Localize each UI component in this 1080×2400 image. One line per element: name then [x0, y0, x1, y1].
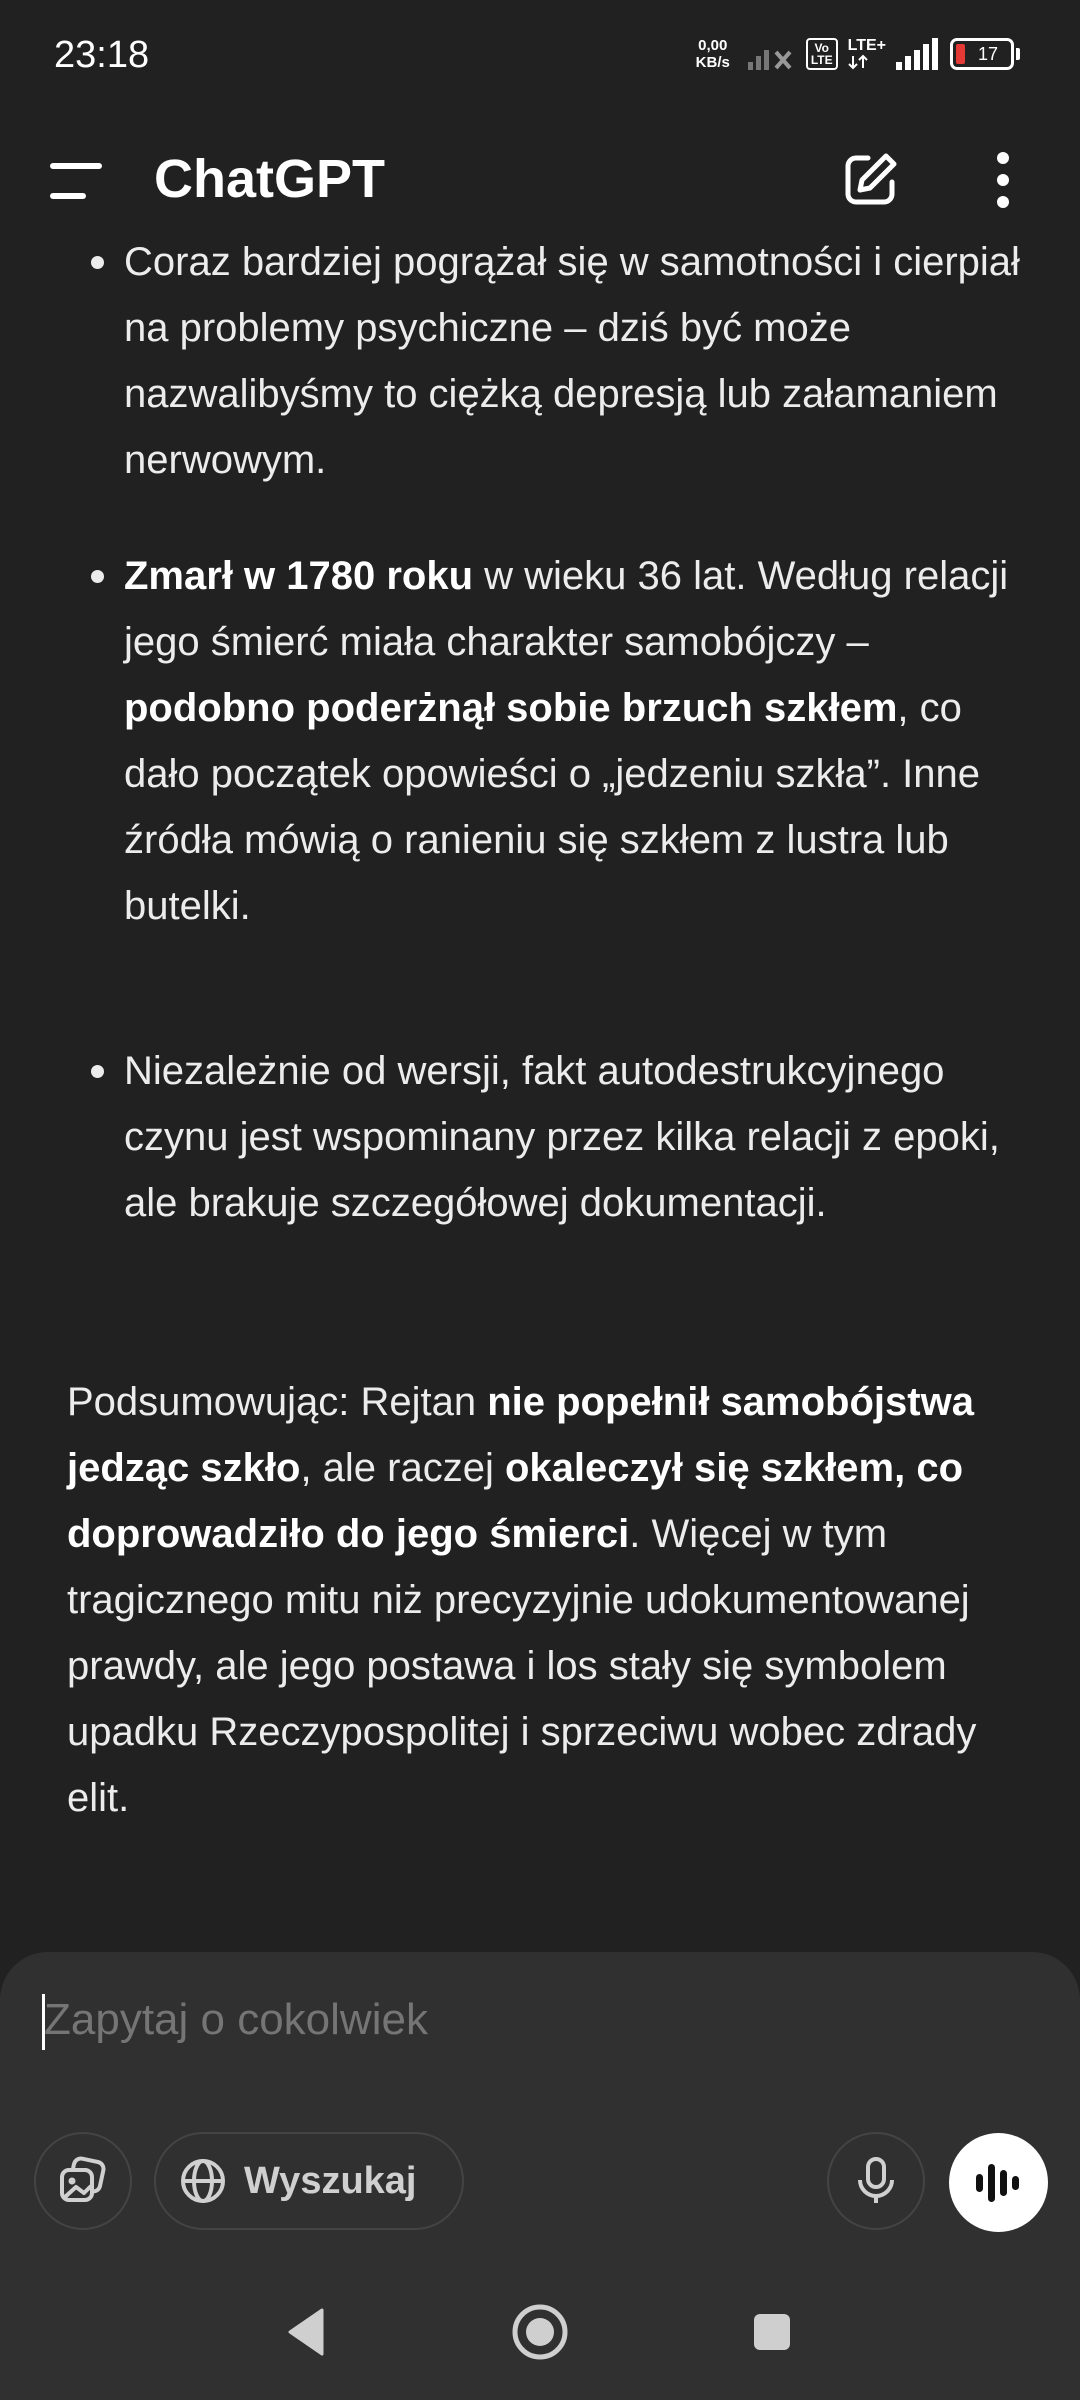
summary-text: , ale raczej — [300, 1446, 505, 1490]
volte-bottom: LTE — [810, 53, 833, 67]
text-caret — [42, 1994, 45, 2050]
list-item — [124, 240, 1024, 493]
chat-content[interactable] — [0, 240, 1080, 1950]
data-arrows-icon — [848, 54, 868, 70]
home-circle-icon[interactable] — [510, 2302, 570, 2362]
globe-icon — [178, 2156, 228, 2206]
network-speed-unit: KB/s — [695, 54, 730, 71]
list-item — [124, 543, 1024, 939]
bullet-text: Niezależnie od wersji, fakt autodestrukcyjnego czynu jest wspominany przez kilka relacji z epoki, ale brakuje szczegółowej dokumentacji. — [124, 1049, 1000, 1225]
summary-paragraph — [67, 1369, 1027, 1831]
summary-text: . Więcej w tym tragicznego mitu niż precyzyjnie udokumentowanej prawdy, ale jego postawa i los stały się symbolem upadku Rzeczypospolitej i sprzeciwu wobec zdrady elit. — [67, 1512, 977, 1820]
bullet-bold: Zmarł w 1780 roku — [124, 554, 474, 598]
system-nav-bar — [0, 2250, 1080, 2400]
voice-mode-icon — [972, 2158, 1026, 2208]
search-label: Wyszukaj — [244, 2159, 417, 2202]
attach-button[interactable] — [34, 2132, 132, 2230]
recents-square-icon[interactable] — [752, 2312, 792, 2352]
mic-button[interactable] — [827, 2132, 925, 2230]
bullet-text: w wieku 36 lat. Według relacji jego śmierć miała charakter samobójczy – — [124, 554, 1009, 664]
summary-text: Podsumowując: Rejtan — [67, 1380, 488, 1424]
page-title: ChatGPT — [154, 149, 386, 209]
network-speed-value: 0,00 — [698, 37, 728, 54]
summary-bold: nie popełnił samobójstwa jedząc szkło — [67, 1380, 974, 1490]
signal-no-sim-icon — [746, 36, 796, 72]
microphone-icon — [854, 2156, 898, 2206]
prompt-input[interactable] — [42, 1984, 1036, 2056]
battery-level: 17 — [977, 43, 999, 64]
list-item — [124, 1038, 1024, 1236]
lte-indicator — [848, 38, 886, 70]
bullet-text: Coraz bardziej pogrążał się w samotności i cierpiał na problemy psychiczne – dziś być może nazwalibyśmy to ciężką depresją lub załamaniem nerwowym. — [124, 240, 1020, 482]
summary-bold: okaleczył się szkłem, co doprowadziło do jego śmierci — [67, 1446, 964, 1556]
battery-icon — [950, 38, 1014, 70]
status-icons — [696, 36, 1014, 72]
back-triangle-icon[interactable] — [286, 2307, 326, 2357]
voice-mode-button[interactable] — [949, 2133, 1048, 2232]
bullet-text: , co dało początek opowieści o „jedzeniu szkła”. Inne źródła mówią o ranieniu się szkłem z lustra lub butelki. — [124, 686, 981, 928]
volte-top: Vo — [814, 41, 829, 55]
image-attach-icon — [56, 2154, 110, 2208]
hamburger-menu-icon[interactable] — [50, 163, 102, 203]
network-speed — [696, 37, 730, 71]
bullet-bold: podobno poderżnął sobie brzuch szkłem — [124, 686, 898, 730]
signal-strength-icon — [896, 36, 940, 72]
edit-icon[interactable] — [840, 150, 900, 210]
lte-label: LTE+ — [847, 37, 886, 54]
volte-badge — [806, 38, 838, 70]
more-vertical-icon[interactable] — [985, 150, 1021, 210]
status-bar — [0, 0, 1080, 120]
status-time: 23:18 — [54, 34, 150, 76]
search-button[interactable] — [154, 2132, 464, 2230]
